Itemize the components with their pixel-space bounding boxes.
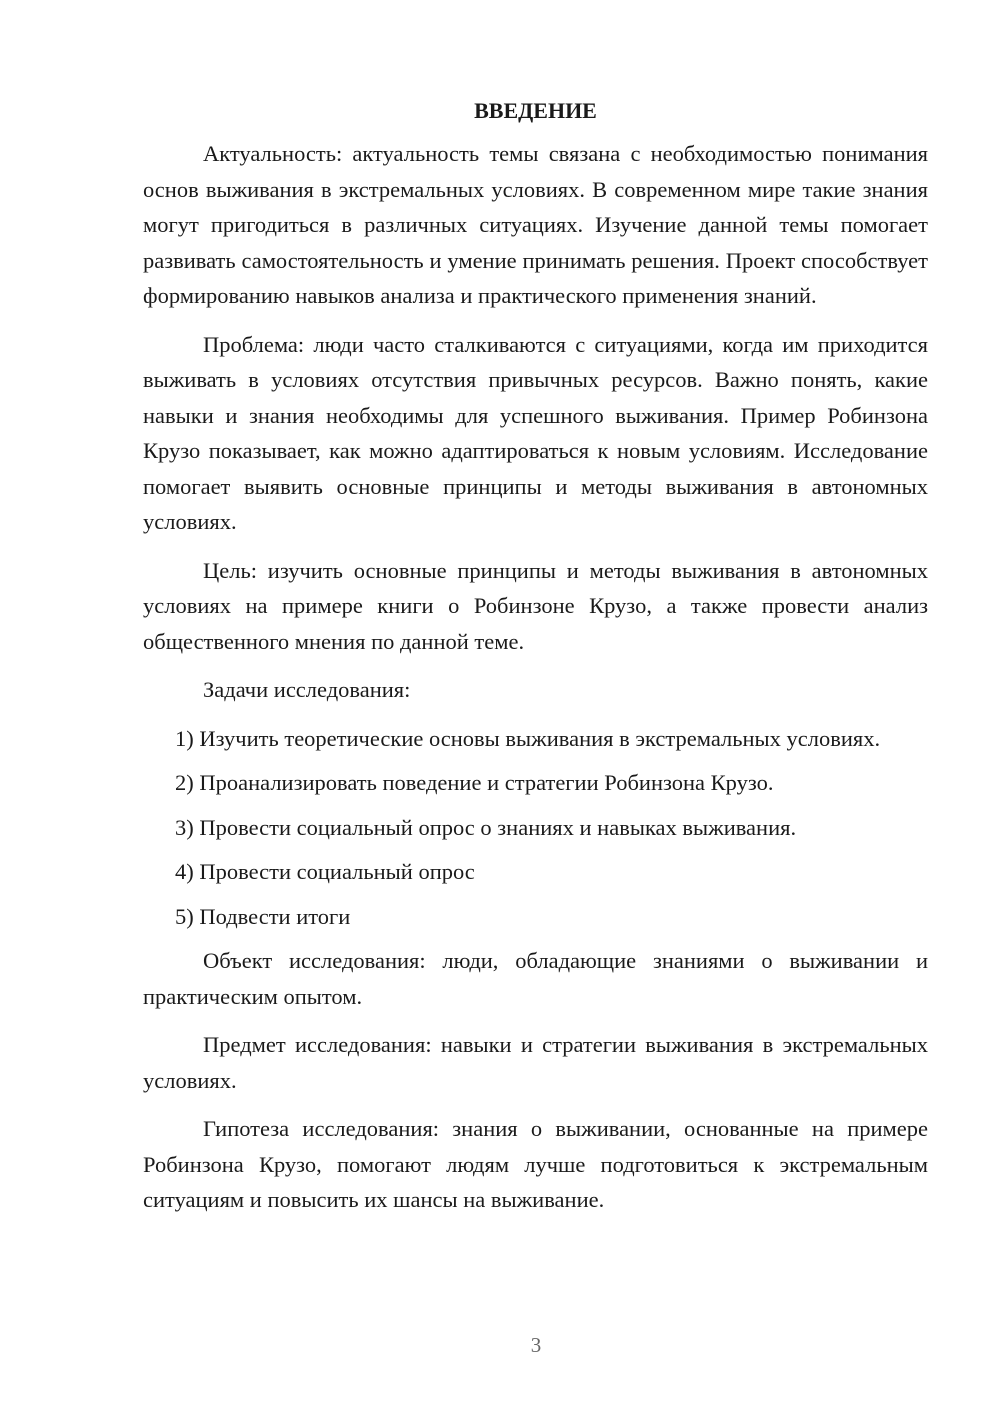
list-item: 1) Изучить теоретические основы выживания в экстремальных условиях.	[175, 725, 881, 751]
object-paragraph: Объект исследования: люди, обладающие знаниями о выживании и практическим опытом.	[143, 948, 928, 1009]
page-title: ВВЕДЕНИЕ	[474, 98, 597, 123]
tasks-list	[143, 721, 928, 935]
list-item: 5) Подвести итоги	[175, 903, 351, 929]
relevance-paragraph: Актуальность: актуальность темы связана с необходимостью понимания основ выживания в экстремальных условиях. В современном мире такие знания могут пригодиться в различных ситуациях. Изучение данной темы помогает развивать самостоятельность и умение принимать решения. Проект способствует формированию навыков анализа и практического применения знаний.	[143, 141, 928, 308]
list-item: 4) Провести социальный опрос	[175, 859, 475, 884]
hypothesis-paragraph: Гипотеза исследования: знания о выживании, основанные на примере Робинзона Крузо, помогают людям лучше подготовиться к экстремальным ситуациям и повысить их шансы на выживание.	[143, 1116, 928, 1212]
subject-paragraph: Предмет исследования: навыки и стратегии выживания в экстремальных условиях.	[143, 1032, 928, 1093]
goal-paragraph: Цель: изучить основные принципы и методы выживания в автономных условиях на примере книги о Робинзоне Крузо, а также провести анализ общественного мнения по данной теме.	[143, 557, 928, 654]
problem-paragraph: Проблема: люди часто сталкиваются с ситуациями, когда им приходится выживать в условиях отсутствия привычных ресурсов. Важно понять, какие навыки и знания необходимы для успешного выживания. Пример Робинзона Крузо показывает, как можно адаптироваться к новым условиям. Исследование помогает выявить основные принципы и методы выживания в автономных условиях.	[143, 331, 928, 534]
list-item: 3) Провести социальный опрос о знаниях и навыках выживания.	[175, 814, 797, 840]
page-content	[143, 94, 928, 1231]
tasks-heading: Задачи исследования:	[203, 677, 411, 702]
page-number: 3	[530, 1333, 542, 1357]
list-item: 2) Проанализировать поведение и стратегии Робинзона Крузо.	[175, 770, 774, 795]
